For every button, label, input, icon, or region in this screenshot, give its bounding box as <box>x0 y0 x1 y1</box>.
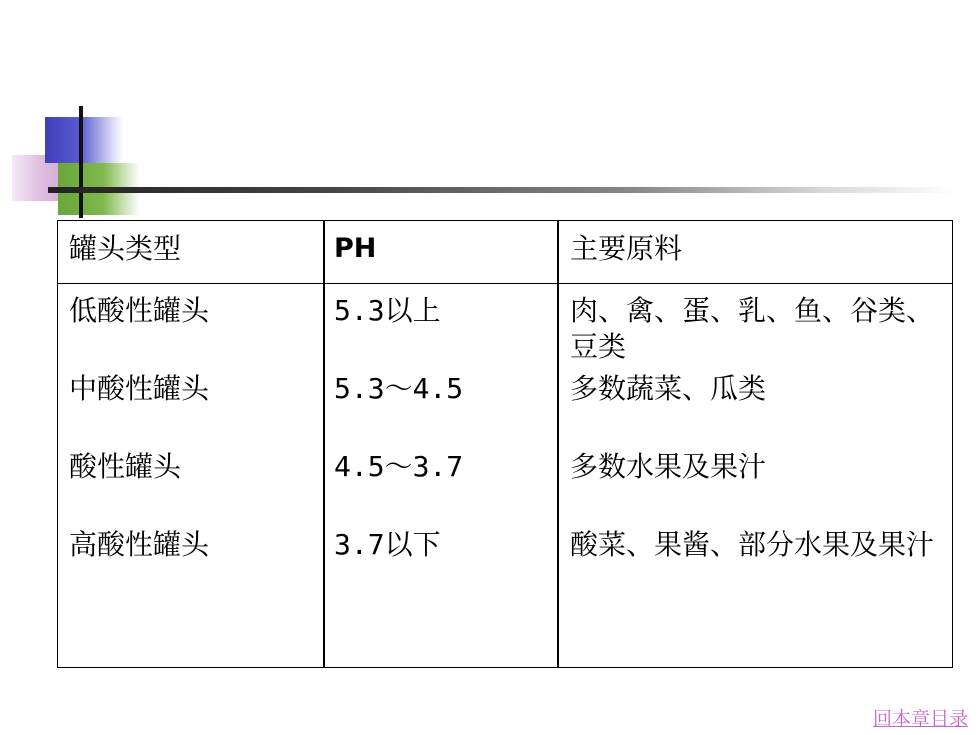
decor-blue-square <box>45 117 123 163</box>
row-3-ph: 4.5～3.7 <box>334 450 464 483</box>
decor-vertical-line <box>79 106 83 218</box>
row-1-ph: 5.3以上 <box>334 294 441 327</box>
row-3-materials: 多数水果及果汁 <box>570 450 767 483</box>
header-materials: 主要原料 <box>570 232 683 265</box>
row-1-type: 低酸性罐头 <box>69 294 210 327</box>
table-header-row <box>58 221 952 284</box>
row-4-ph: 3.7以下 <box>334 528 441 561</box>
column-divider-2 <box>557 221 559 667</box>
back-to-chapter-contents-link[interactable]: 回本章目录 <box>872 708 968 730</box>
canning-ph-table <box>57 220 953 668</box>
row-2-materials: 多数蔬菜、瓜类 <box>570 372 767 405</box>
row-3-type: 酸性罐头 <box>69 450 182 483</box>
row-2-ph: 5.3～4.5 <box>334 372 464 405</box>
row-2-type: 中酸性罐头 <box>69 372 210 405</box>
row-4-type: 高酸性罐头 <box>69 528 210 561</box>
column-divider-1 <box>323 221 325 667</box>
row-4-materials: 酸菜、果酱、部分水果及果汁 <box>570 528 935 561</box>
row-1-materials: 肉、禽、蛋、乳、鱼、谷类、豆类 <box>570 294 935 363</box>
header-can-type: 罐头类型 <box>69 232 182 265</box>
header-ph: PH <box>334 233 377 264</box>
decor-horizontal-rule <box>48 187 960 193</box>
